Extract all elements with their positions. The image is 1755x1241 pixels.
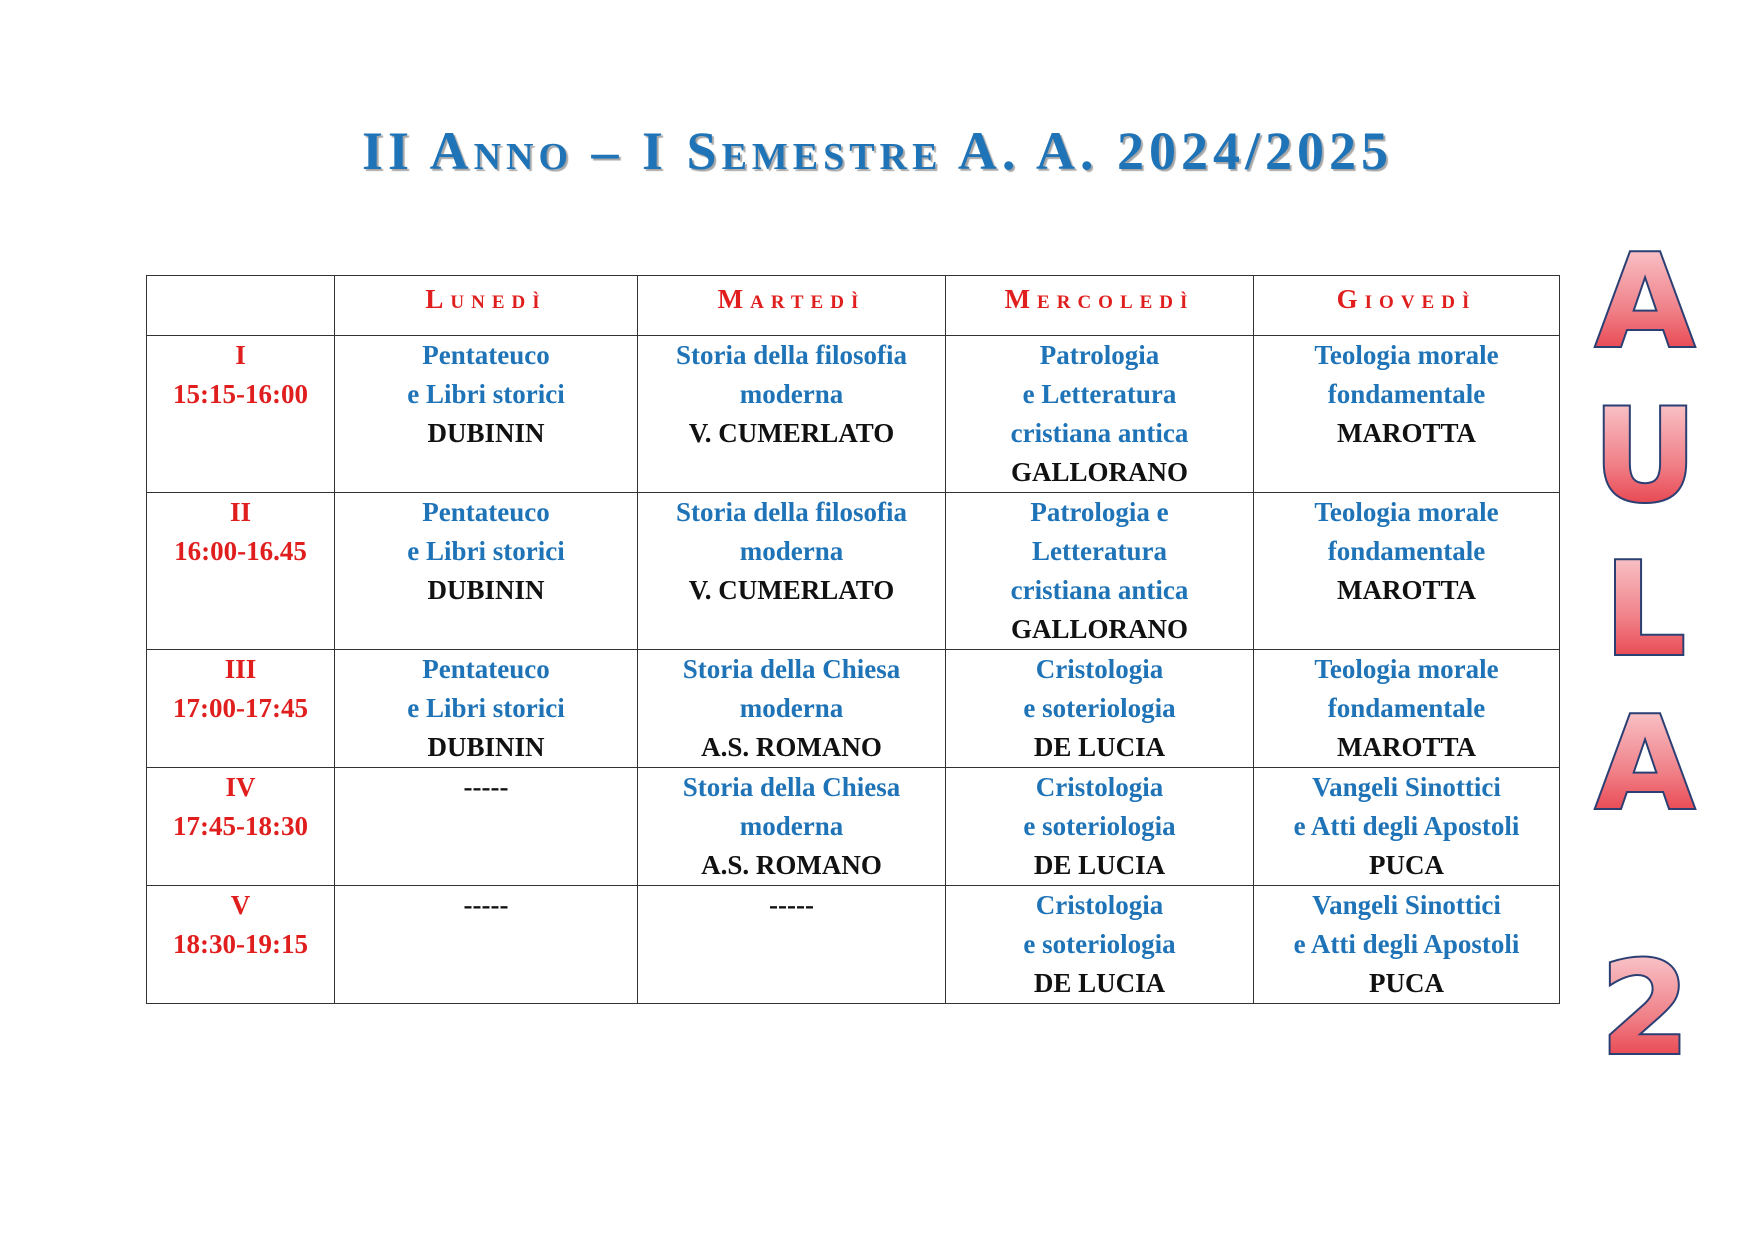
course-name-line: moderna	[739, 536, 844, 566]
course-name-line: Patrologia	[1039, 340, 1160, 370]
course-name-line: Cristologia	[1035, 654, 1164, 684]
table-row	[147, 650, 1560, 768]
slot-time: 16:00-16.45	[174, 536, 307, 566]
course-name-line: Vangeli Sinottici	[1312, 890, 1501, 920]
course-cell	[335, 493, 638, 650]
course-name-line: Cristologia	[1035, 890, 1164, 920]
course-name-line: e Libri storici	[407, 379, 565, 409]
teacher-name: DUBININ	[427, 575, 545, 605]
course-name-line: e Atti degli Apostoli	[1293, 811, 1520, 841]
course-name-line: Pentateuco	[422, 340, 550, 370]
aula-label	[1575, 238, 1715, 1068]
teacher-name: A.S. ROMANO	[701, 732, 882, 762]
course-name-line: Teologia morale	[1314, 497, 1499, 527]
course-cell	[1254, 493, 1560, 650]
course-name-line: e Atti degli Apostoli	[1293, 929, 1520, 959]
day-header: Lunedì	[335, 276, 638, 336]
table-row	[147, 886, 1560, 1004]
course-name-line: cristiana antica	[1010, 575, 1189, 605]
teacher-name: GALLORANO	[1010, 614, 1189, 644]
table-row	[147, 336, 1560, 493]
teacher-name: PUCA	[1369, 850, 1444, 880]
time-slot-cell	[147, 768, 335, 886]
teacher-name: DE LUCIA	[1033, 850, 1166, 880]
course-cell	[1254, 650, 1560, 768]
teacher-name: -----	[769, 890, 814, 920]
time-slot-cell	[147, 493, 335, 650]
slot-time: 17:00-17:45	[173, 693, 308, 723]
schedule-table	[146, 275, 1560, 1004]
course-cell	[335, 336, 638, 493]
teacher-name: DUBININ	[427, 732, 545, 762]
day-header: Giovedì	[1254, 276, 1560, 336]
course-cell	[335, 650, 638, 768]
course-cell	[1254, 886, 1560, 1004]
corner-cell	[147, 276, 335, 336]
course-cell	[335, 886, 638, 1004]
teacher-name: -----	[463, 890, 509, 920]
course-name-line: e Libri storici	[407, 693, 565, 723]
course-name-line: cristiana antica	[1010, 418, 1189, 448]
course-name-line: Patrologia e	[1030, 497, 1169, 527]
course-name-line: Storia della Chiesa	[682, 654, 901, 684]
course-name-line: Letteratura	[1032, 536, 1167, 566]
slot-time: 18:30-19:15	[173, 929, 308, 959]
course-cell	[638, 650, 946, 768]
slot-time: 15:15-16:00	[173, 379, 308, 409]
course-name-line: Storia della Chiesa	[682, 772, 901, 802]
course-name-line: e Letteratura	[1022, 379, 1177, 409]
time-slot-cell	[147, 336, 335, 493]
course-name-line: Vangeli Sinottici	[1312, 772, 1501, 802]
course-name-line: e soteriologia	[1023, 811, 1176, 841]
teacher-name: GALLORANO	[1010, 457, 1189, 487]
slot-number: II	[229, 497, 251, 527]
course-name-line: Pentateuco	[422, 654, 550, 684]
course-cell	[638, 336, 946, 493]
course-name-line: Storia della filosofia	[676, 340, 907, 370]
time-slot-cell	[147, 650, 335, 768]
course-name-line: moderna	[739, 811, 844, 841]
aula-number: 2	[1600, 935, 1690, 1068]
course-cell	[638, 493, 946, 650]
course-name-line: fondamentale	[1327, 536, 1486, 566]
teacher-name: V. CUMERLATO	[688, 575, 895, 605]
teacher-name: A.S. ROMANO	[701, 850, 882, 880]
course-cell	[335, 768, 638, 886]
aula-letter-a: A	[1595, 690, 1695, 839]
course-cell	[1254, 768, 1560, 886]
course-cell	[946, 886, 1254, 1004]
course-name-line: Pentateuco	[422, 497, 550, 527]
teacher-name: DUBININ	[427, 418, 545, 448]
time-slot-cell	[147, 886, 335, 1004]
aula-letter-l: L	[1604, 536, 1686, 685]
day-header: Mercoledì	[946, 276, 1254, 336]
course-cell	[946, 768, 1254, 886]
teacher-name: DE LUCIA	[1033, 732, 1166, 762]
course-cell	[1254, 336, 1560, 493]
course-name-line: moderna	[739, 379, 844, 409]
slot-number: I	[235, 340, 246, 370]
table-row	[147, 768, 1560, 886]
header-row	[147, 276, 1560, 336]
course-name-line: Storia della filosofia	[676, 497, 907, 527]
course-cell	[946, 650, 1254, 768]
teacher-name: MAROTTA	[1337, 732, 1476, 762]
teacher-name: DE LUCIA	[1033, 968, 1166, 998]
teacher-name: V. CUMERLATO	[688, 418, 895, 448]
teacher-name: MAROTTA	[1337, 575, 1476, 605]
course-cell	[946, 493, 1254, 650]
course-cell	[638, 886, 946, 1004]
course-name-line: moderna	[739, 693, 844, 723]
table-row	[147, 493, 1560, 650]
page-title: II Anno – I Semestre A. A. 2024/2025	[362, 121, 1393, 181]
course-cell	[638, 768, 946, 886]
course-name-line: e soteriologia	[1023, 929, 1176, 959]
course-name-line: fondamentale	[1327, 379, 1486, 409]
course-name-line: Teologia morale	[1314, 654, 1499, 684]
course-name-line: Teologia morale	[1314, 340, 1499, 370]
slot-number: III	[224, 654, 257, 684]
course-name-line: e Libri storici	[407, 536, 565, 566]
course-name-line: e soteriologia	[1023, 693, 1176, 723]
course-name-line: Cristologia	[1035, 772, 1164, 802]
teacher-name: MAROTTA	[1337, 418, 1476, 448]
course-name-line: fondamentale	[1327, 693, 1486, 723]
slot-number: IV	[225, 772, 256, 802]
course-cell	[946, 336, 1254, 493]
teacher-name: -----	[463, 772, 509, 802]
aula-letter-a: A	[1595, 238, 1695, 377]
slot-number: V	[230, 890, 251, 920]
day-header: Martedì	[638, 276, 946, 336]
slot-time: 17:45-18:30	[173, 811, 308, 841]
aula-letter-u: U	[1593, 382, 1697, 531]
teacher-name: PUCA	[1369, 968, 1444, 998]
